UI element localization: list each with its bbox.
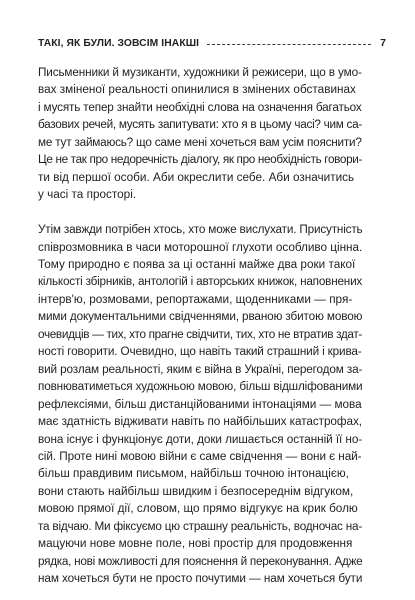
text-line: очевидців — тих, хто прагне свідчити, тих, хто не втратив здат-	[38, 327, 362, 341]
text-line: і мусять тепер знайти необхідні слова на означення багатьох	[38, 100, 362, 114]
text-line: вах зміненої реальності опинилися в змінених обставинах	[38, 83, 356, 97]
text-line: Письменники й музиканти, художники й режисери, що в умо-	[38, 66, 362, 79]
text-line: рядка, нові можливості для пояснення й переконування. Адже	[38, 554, 363, 568]
text-line: нам хочеться бути не просто почутими — нам хочеться бути	[38, 572, 363, 586]
text-line: ності говорити. Очевидно, що навіть такий страшний і крива-	[38, 345, 362, 359]
running-header	[38, 36, 386, 50]
text-line: мовою прямої дії, словом, що прямо відгукує на крик болю	[38, 502, 358, 516]
text-line: ти від першої особи. Аби окреслити себе. Аби означитись	[38, 170, 355, 184]
text-line: співрозмовника в часи моторошної глухоти особливо цінна.	[38, 240, 363, 254]
text-line: сій. Проте нині мовою війни є саме свідчення — вони є най-	[38, 449, 362, 463]
text-line: вони стають найбільш швидким і безпосереднім відгуком,	[38, 484, 354, 498]
text-line: більш правдивим письмом, найбільш точною інтонацією,	[38, 467, 349, 481]
paragraph-2	[38, 221, 362, 588]
text-line: кількості збірників, антологій і авторських книжок, наповнених	[38, 275, 363, 289]
header-dashed-rule	[207, 44, 371, 45]
paragraph-1	[38, 64, 362, 204]
text-line: повнюватиметься художньою мовою, більш відшліфованими	[38, 380, 363, 394]
text-line: Тому природно є поява за ці останні майже два роки такої	[38, 257, 356, 271]
text-line: мими документальними свідченнями, рваною збитою мовою	[38, 310, 363, 324]
text-line: Утім завжди потрібен хтось, хто може вислухати. Присутність	[38, 223, 363, 237]
running-title: ТАКІ, ЯК БУЛИ. ЗОВСІМ ІНАКШІ	[38, 37, 200, 49]
text-line: рефлексіями, більш дистанційованими інтонаціями — мова	[38, 397, 362, 411]
text-line: Це не так про недоречність діалогу, як про необхідність говори-	[38, 153, 363, 167]
text-line: інтерв'ю, розмовами, репортажами, щоденниками — пря-	[38, 292, 353, 306]
page-number: 7	[380, 37, 386, 49]
text-line: та відчаю. Ми фіксуємо цю страшну реальність, водночас на-	[38, 519, 363, 533]
text-line: у часі та просторі.	[38, 188, 137, 202]
text-line: базових речей, мусять запитувати: хто я в цьому часі? чим са-	[38, 118, 363, 132]
text-line: ме тут займаюсь? що саме мені хочеться вам усім пояснити?	[38, 135, 362, 149]
text-line: має здатність відживати навіть по найбільших катастрофах,	[38, 415, 362, 429]
text-line: вона існує і функціонує доти, доки лишається останній її но-	[38, 432, 363, 446]
text-line: вий розлам реальності, яким є війна в Україні, перегодом за-	[38, 362, 363, 376]
body-text	[38, 64, 362, 588]
text-line: мацуючи нове мовне поле, нові простір для продовження	[38, 537, 353, 551]
